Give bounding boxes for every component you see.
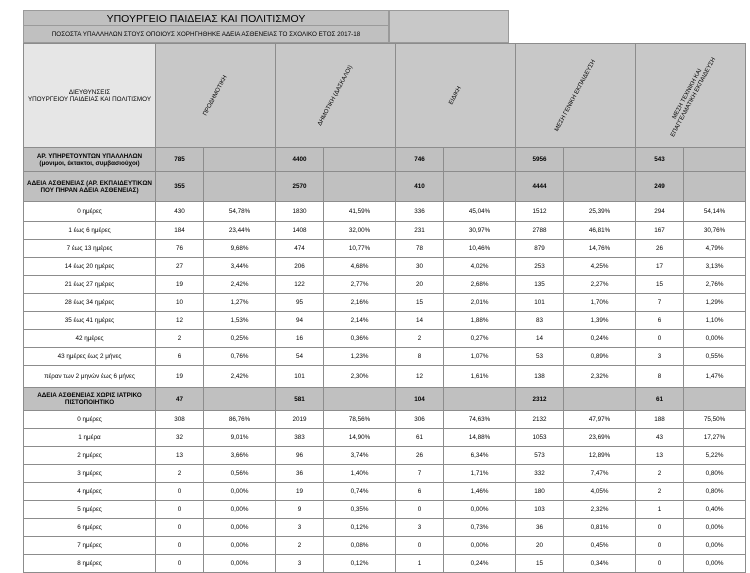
row-label: 4 ημέρες bbox=[24, 483, 156, 501]
count-cell: 78 bbox=[396, 240, 444, 258]
count-cell: 188 bbox=[636, 411, 684, 429]
total-cell: 785 bbox=[156, 148, 204, 172]
percent-cell: 0,76% bbox=[204, 348, 276, 366]
table-row bbox=[24, 501, 746, 519]
percent-cell: 0,00% bbox=[684, 537, 746, 555]
percent-cell: 1,29% bbox=[684, 294, 746, 312]
percent-cell: 0,35% bbox=[324, 501, 396, 519]
section1-header-row bbox=[24, 172, 746, 202]
count-cell: 306 bbox=[396, 411, 444, 429]
percent-cell: 0,27% bbox=[444, 330, 516, 348]
row-label: ΑΔΕΙΑ ΑΣΘΕΝΕΙΑΣ (ΑΡ. ΕΚΠΑΙΔΕΥΤΙΚΩΝ ΠΟΥ ΠΗΡΑΝ ΑΔΕΙΑ ΑΣΘΕΝΕΙΑΣ) bbox=[24, 172, 156, 202]
column-header-secondary-technical bbox=[636, 44, 746, 148]
row-label: ΑΔΕΙΑ ΑΣΘΕΝΕΙΑΣ ΧΩΡΙΣ ΙΑΤΡΙΚΟ ΠΙΣΤΟΠΟΙΗΤΙΚΟ bbox=[24, 388, 156, 411]
percent-cell: 10,77% bbox=[324, 240, 396, 258]
percent-cell: 2,68% bbox=[444, 276, 516, 294]
count-cell: 1 bbox=[636, 501, 684, 519]
total-cell: 2312 bbox=[516, 388, 564, 411]
percent-cell: 86,76% bbox=[204, 411, 276, 429]
count-cell: 27 bbox=[156, 258, 204, 276]
count-cell: 0 bbox=[636, 330, 684, 348]
count-cell: 2 bbox=[636, 465, 684, 483]
count-cell: 2 bbox=[276, 537, 324, 555]
percent-cell: 1,10% bbox=[684, 312, 746, 330]
table-row bbox=[24, 465, 746, 483]
percent-cell: 0,34% bbox=[564, 555, 636, 573]
column-header-secondary-general bbox=[516, 44, 636, 148]
percent-cell: 0,56% bbox=[204, 465, 276, 483]
count-cell: 26 bbox=[636, 240, 684, 258]
count-cell: 0 bbox=[156, 501, 204, 519]
count-cell: 32 bbox=[156, 429, 204, 447]
percent-cell: 2,16% bbox=[324, 294, 396, 312]
column-header-label: ΠΡΟΔΗΜΟΤΙΚΗ bbox=[201, 74, 229, 117]
percent-cell: 3,44% bbox=[204, 258, 276, 276]
column-header-preprimary bbox=[156, 44, 276, 148]
total-cell: 543 bbox=[636, 148, 684, 172]
count-cell: 336 bbox=[396, 202, 444, 222]
column-header-label: ΜΕΣΗ ΤΕΧΝΙΚΗ ΚΑΙ ΕΠΑΓΓΕΛΜΑΤΙΚΗ ΕΚΠΑΙΔΕΥΣΗ bbox=[669, 56, 717, 138]
total-cell: 4400 bbox=[276, 148, 324, 172]
percent-cell: 30,76% bbox=[684, 222, 746, 240]
percent-cell: 1,07% bbox=[444, 348, 516, 366]
percent-cell: 1,88% bbox=[444, 312, 516, 330]
count-cell: 101 bbox=[276, 366, 324, 388]
percent-cell: 0,40% bbox=[684, 501, 746, 519]
count-cell: 83 bbox=[516, 312, 564, 330]
percent-cell: 25,39% bbox=[564, 202, 636, 222]
percent-cell: 0,00% bbox=[684, 555, 746, 573]
count-cell: 0 bbox=[636, 519, 684, 537]
count-cell: 13 bbox=[156, 447, 204, 465]
count-cell: 20 bbox=[516, 537, 564, 555]
table-row bbox=[24, 519, 746, 537]
corner-label bbox=[24, 44, 156, 148]
empty-cell bbox=[204, 388, 276, 411]
empty-cell bbox=[324, 388, 396, 411]
count-cell: 180 bbox=[516, 483, 564, 501]
table-row bbox=[24, 222, 746, 240]
count-cell: 20 bbox=[396, 276, 444, 294]
percent-cell: 0,12% bbox=[324, 519, 396, 537]
count-cell: 6 bbox=[636, 312, 684, 330]
table-row bbox=[24, 240, 746, 258]
count-cell: 474 bbox=[276, 240, 324, 258]
count-cell: 383 bbox=[276, 429, 324, 447]
percent-cell: 2,14% bbox=[324, 312, 396, 330]
count-cell: 0 bbox=[396, 501, 444, 519]
row-label: 0 ημέρες bbox=[24, 411, 156, 429]
empty-cell bbox=[444, 148, 516, 172]
count-cell: 1830 bbox=[276, 202, 324, 222]
row-label: 7 έως 13 ημέρες bbox=[24, 240, 156, 258]
row-label: 5 ημέρες bbox=[24, 501, 156, 519]
count-cell: 94 bbox=[276, 312, 324, 330]
percent-cell: 4,79% bbox=[684, 240, 746, 258]
count-cell: 2 bbox=[156, 465, 204, 483]
percent-cell: 0,89% bbox=[564, 348, 636, 366]
percent-cell: 0,36% bbox=[324, 330, 396, 348]
percent-cell: 2,32% bbox=[564, 366, 636, 388]
count-cell: 19 bbox=[276, 483, 324, 501]
count-cell: 17 bbox=[636, 258, 684, 276]
percent-cell: 5,22% bbox=[684, 447, 746, 465]
row-label: 21 έως 27 ημέρες bbox=[24, 276, 156, 294]
count-cell: 0 bbox=[156, 483, 204, 501]
table-row bbox=[24, 202, 746, 222]
percent-cell: 0,81% bbox=[564, 519, 636, 537]
percent-cell: 0,00% bbox=[684, 519, 746, 537]
percent-cell: 2,32% bbox=[564, 501, 636, 519]
count-cell: 19 bbox=[156, 276, 204, 294]
count-cell: 26 bbox=[396, 447, 444, 465]
corner-label-line1: ΔΙΕΥΘΥΝΣΕΙΣ bbox=[68, 88, 111, 96]
total-cell: 104 bbox=[396, 388, 444, 411]
percent-cell: 4,02% bbox=[444, 258, 516, 276]
count-cell: 0 bbox=[156, 555, 204, 573]
count-cell: 3 bbox=[636, 348, 684, 366]
count-cell: 253 bbox=[516, 258, 564, 276]
count-cell: 135 bbox=[516, 276, 564, 294]
count-cell: 184 bbox=[156, 222, 204, 240]
percent-cell: 2,01% bbox=[444, 294, 516, 312]
table-row bbox=[24, 366, 746, 388]
count-cell: 430 bbox=[156, 202, 204, 222]
percent-cell: 0,00% bbox=[204, 519, 276, 537]
count-cell: 6 bbox=[396, 483, 444, 501]
percent-cell: 7,47% bbox=[564, 465, 636, 483]
count-cell: 3 bbox=[396, 519, 444, 537]
count-cell: 103 bbox=[516, 501, 564, 519]
empty-cell bbox=[684, 148, 746, 172]
percent-cell: 23,69% bbox=[564, 429, 636, 447]
empty-cell bbox=[444, 172, 516, 202]
corner-label-line2: ΥΠΟΥΡΓΕΙΟΥ ΠΑΙΔΕΙΑΣ ΚΑΙ ΠΟΛΙΤΙΣΜΟΥ bbox=[27, 95, 152, 103]
percent-cell: 0,73% bbox=[444, 519, 516, 537]
count-cell: 3 bbox=[276, 555, 324, 573]
count-cell: 19 bbox=[156, 366, 204, 388]
count-cell: 36 bbox=[276, 465, 324, 483]
count-cell: 2 bbox=[396, 330, 444, 348]
percent-cell: 3,66% bbox=[204, 447, 276, 465]
percent-cell: 9,68% bbox=[204, 240, 276, 258]
total-cell: 47 bbox=[156, 388, 204, 411]
percent-cell: 32,00% bbox=[324, 222, 396, 240]
percent-cell: 14,90% bbox=[324, 429, 396, 447]
count-cell: 76 bbox=[156, 240, 204, 258]
empty-cell bbox=[324, 172, 396, 202]
total-cell: 61 bbox=[636, 388, 684, 411]
count-cell: 1512 bbox=[516, 202, 564, 222]
percent-cell: 2,42% bbox=[204, 366, 276, 388]
percent-cell: 46,81% bbox=[564, 222, 636, 240]
percent-cell: 75,50% bbox=[684, 411, 746, 429]
table-row bbox=[24, 330, 746, 348]
percent-cell: 1,61% bbox=[444, 366, 516, 388]
percent-cell: 0,08% bbox=[324, 537, 396, 555]
percent-cell: 10,46% bbox=[444, 240, 516, 258]
count-cell: 9 bbox=[276, 501, 324, 519]
count-cell: 95 bbox=[276, 294, 324, 312]
percent-cell: 54,14% bbox=[684, 202, 746, 222]
row-label: 6 ημέρες bbox=[24, 519, 156, 537]
count-cell: 0 bbox=[636, 537, 684, 555]
percent-cell: 4,05% bbox=[564, 483, 636, 501]
row-label: 7 ημέρες bbox=[24, 537, 156, 555]
percent-cell: 0,24% bbox=[564, 330, 636, 348]
percent-cell: 6,34% bbox=[444, 447, 516, 465]
percent-cell: 12,89% bbox=[564, 447, 636, 465]
percent-cell: 0,25% bbox=[204, 330, 276, 348]
row-label: 42 ημέρες bbox=[24, 330, 156, 348]
percent-cell: 0,24% bbox=[444, 555, 516, 573]
count-cell: 308 bbox=[156, 411, 204, 429]
percent-cell: 1,27% bbox=[204, 294, 276, 312]
row-label: 3 ημέρες bbox=[24, 465, 156, 483]
count-cell: 206 bbox=[276, 258, 324, 276]
percent-cell: 47,97% bbox=[564, 411, 636, 429]
sick-leave-table bbox=[23, 43, 746, 573]
count-cell: 3 bbox=[276, 519, 324, 537]
table-subtitle: ΠΟΣΟΣΤΑ ΥΠΑΛΛΗΛΩΝ ΣΤΟΥΣ ΟΠΟΙΟΥΣ ΧΟΡΗΓΗΘΗΚΕ ΑΔΕΙΑ ΑΣΘΕΝΕΙΑΣ ΤΟ ΣΧΟΛΙΚΟ ΕΤΟΣ 2017-18 bbox=[23, 26, 389, 43]
percent-cell: 4,25% bbox=[564, 258, 636, 276]
row-label: 0 ημέρες bbox=[24, 202, 156, 222]
count-cell: 167 bbox=[636, 222, 684, 240]
count-cell: 1 bbox=[396, 555, 444, 573]
table-row bbox=[24, 258, 746, 276]
count-cell: 1053 bbox=[516, 429, 564, 447]
column-header-row bbox=[24, 44, 746, 148]
ministry-title: ΥΠΟΥΡΓΕΙΟ ΠΑΙΔΕΙΑΣ ΚΑΙ ΠΟΛΙΤΙΣΜΟΥ bbox=[23, 10, 389, 26]
count-cell: 14 bbox=[516, 330, 564, 348]
percent-cell: 0,00% bbox=[204, 501, 276, 519]
count-cell: 36 bbox=[516, 519, 564, 537]
total-cell: 746 bbox=[396, 148, 444, 172]
count-cell: 7 bbox=[636, 294, 684, 312]
count-cell: 12 bbox=[396, 366, 444, 388]
table-row bbox=[24, 312, 746, 330]
table-row bbox=[24, 483, 746, 501]
percent-cell: 9,01% bbox=[204, 429, 276, 447]
percent-cell: 0,80% bbox=[684, 483, 746, 501]
table-row bbox=[24, 447, 746, 465]
percent-cell: 4,68% bbox=[324, 258, 396, 276]
empty-cell bbox=[684, 172, 746, 202]
column-header-label: ΜΕΣΗ ΓΕΝΙΚΗ ΕΚΠΑΙΔΕΥΣΗ bbox=[553, 58, 597, 133]
count-cell: 0 bbox=[396, 537, 444, 555]
percent-cell: 30,97% bbox=[444, 222, 516, 240]
total-cell: 410 bbox=[396, 172, 444, 202]
table-row bbox=[24, 537, 746, 555]
count-cell: 61 bbox=[396, 429, 444, 447]
percent-cell: 0,55% bbox=[684, 348, 746, 366]
percent-cell: 0,80% bbox=[684, 465, 746, 483]
percent-cell: 0,00% bbox=[684, 330, 746, 348]
percent-cell: 0,00% bbox=[204, 483, 276, 501]
row-label: 43 ημέρες έως 2 μήνες bbox=[24, 348, 156, 366]
table-row bbox=[24, 411, 746, 429]
empty-cell bbox=[564, 148, 636, 172]
percent-cell: 0,00% bbox=[444, 537, 516, 555]
percent-cell: 2,42% bbox=[204, 276, 276, 294]
total-cell: 2570 bbox=[276, 172, 324, 202]
total-cell: 581 bbox=[276, 388, 324, 411]
total-cell: 4444 bbox=[516, 172, 564, 202]
percent-cell: 1,71% bbox=[444, 465, 516, 483]
percent-cell: 2,27% bbox=[564, 276, 636, 294]
count-cell: 1408 bbox=[276, 222, 324, 240]
percent-cell: 78,56% bbox=[324, 411, 396, 429]
empty-cell bbox=[204, 172, 276, 202]
count-cell: 138 bbox=[516, 366, 564, 388]
count-cell: 101 bbox=[516, 294, 564, 312]
row-label: 2 ημέρες bbox=[24, 447, 156, 465]
percent-cell: 2,30% bbox=[324, 366, 396, 388]
count-cell: 0 bbox=[636, 555, 684, 573]
percent-cell: 1,53% bbox=[204, 312, 276, 330]
count-cell: 2132 bbox=[516, 411, 564, 429]
column-header-label: ΔΗΜΟΤΙΚΗ (ΔΑΣΚΑΛΟΙ) bbox=[316, 64, 354, 127]
count-cell: 879 bbox=[516, 240, 564, 258]
percent-cell: 14,76% bbox=[564, 240, 636, 258]
percent-cell: 3,13% bbox=[684, 258, 746, 276]
row-label: 14 έως 20 ημέρες bbox=[24, 258, 156, 276]
percent-cell: 0,45% bbox=[564, 537, 636, 555]
table-row bbox=[24, 294, 746, 312]
empty-cell bbox=[324, 148, 396, 172]
percent-cell: 54,78% bbox=[204, 202, 276, 222]
count-cell: 96 bbox=[276, 447, 324, 465]
row-label: ΑΡ. ΥΠΗΡΕΤΟΥΝΤΩΝ ΥΠΑΛΛΗΛΩΝ (μονιμοι, έκτακτοι, συμβασιούχοι) bbox=[24, 148, 156, 172]
row-label: πέραν των 2 μηνών έως 6 μήνες bbox=[24, 366, 156, 388]
percent-cell: 1,23% bbox=[324, 348, 396, 366]
percent-cell: 74,63% bbox=[444, 411, 516, 429]
percent-cell: 17,27% bbox=[684, 429, 746, 447]
count-cell: 0 bbox=[156, 519, 204, 537]
percent-cell: 1,70% bbox=[564, 294, 636, 312]
row-label: 8 ημέρες bbox=[24, 555, 156, 573]
percent-cell: 0,12% bbox=[324, 555, 396, 573]
percent-cell: 1,39% bbox=[564, 312, 636, 330]
count-cell: 294 bbox=[636, 202, 684, 222]
table-row bbox=[24, 276, 746, 294]
count-cell: 0 bbox=[156, 537, 204, 555]
count-cell: 15 bbox=[396, 294, 444, 312]
count-cell: 332 bbox=[516, 465, 564, 483]
percent-cell: 41,59% bbox=[324, 202, 396, 222]
total-cell: 5956 bbox=[516, 148, 564, 172]
count-cell: 53 bbox=[516, 348, 564, 366]
count-cell: 30 bbox=[396, 258, 444, 276]
percent-cell: 0,00% bbox=[204, 555, 276, 573]
count-cell: 10 bbox=[156, 294, 204, 312]
row-label: 1 έως 6 ημέρες bbox=[24, 222, 156, 240]
count-cell: 13 bbox=[636, 447, 684, 465]
section2-header-row bbox=[24, 388, 746, 411]
percent-cell: 0,00% bbox=[204, 537, 276, 555]
empty-cell bbox=[564, 172, 636, 202]
header-filler bbox=[389, 10, 509, 43]
percent-cell: 0,74% bbox=[324, 483, 396, 501]
percent-cell: 0,00% bbox=[444, 501, 516, 519]
row-label: 1 ημέρα bbox=[24, 429, 156, 447]
percent-cell: 23,44% bbox=[204, 222, 276, 240]
empty-cell bbox=[204, 148, 276, 172]
empty-cell bbox=[444, 388, 516, 411]
empty-cell bbox=[684, 388, 746, 411]
employees-row bbox=[24, 148, 746, 172]
count-cell: 8 bbox=[636, 366, 684, 388]
count-cell: 7 bbox=[396, 465, 444, 483]
count-cell: 2 bbox=[636, 483, 684, 501]
total-cell: 355 bbox=[156, 172, 204, 202]
column-header-special bbox=[396, 44, 516, 148]
count-cell: 231 bbox=[396, 222, 444, 240]
count-cell: 6 bbox=[156, 348, 204, 366]
count-cell: 573 bbox=[516, 447, 564, 465]
table-row bbox=[24, 348, 746, 366]
count-cell: 16 bbox=[276, 330, 324, 348]
table-row bbox=[24, 555, 746, 573]
count-cell: 2788 bbox=[516, 222, 564, 240]
percent-cell: 1,40% bbox=[324, 465, 396, 483]
count-cell: 8 bbox=[396, 348, 444, 366]
empty-cell bbox=[564, 388, 636, 411]
percent-cell: 1,46% bbox=[444, 483, 516, 501]
count-cell: 15 bbox=[636, 276, 684, 294]
count-cell: 122 bbox=[276, 276, 324, 294]
count-cell: 54 bbox=[276, 348, 324, 366]
count-cell: 2019 bbox=[276, 411, 324, 429]
percent-cell: 2,76% bbox=[684, 276, 746, 294]
column-header-primary bbox=[276, 44, 396, 148]
percent-cell: 2,77% bbox=[324, 276, 396, 294]
percent-cell: 45,04% bbox=[444, 202, 516, 222]
count-cell: 12 bbox=[156, 312, 204, 330]
table-row bbox=[24, 429, 746, 447]
count-cell: 15 bbox=[516, 555, 564, 573]
count-cell: 2 bbox=[156, 330, 204, 348]
percent-cell: 1,47% bbox=[684, 366, 746, 388]
count-cell: 14 bbox=[396, 312, 444, 330]
row-label: 28 έως 34 ημέρες bbox=[24, 294, 156, 312]
count-cell: 43 bbox=[636, 429, 684, 447]
column-header-label: ΕΙΔΙΚΗ bbox=[447, 85, 463, 106]
percent-cell: 3,74% bbox=[324, 447, 396, 465]
total-cell: 249 bbox=[636, 172, 684, 202]
row-label: 35 έως 41 ημέρες bbox=[24, 312, 156, 330]
percent-cell: 14,88% bbox=[444, 429, 516, 447]
